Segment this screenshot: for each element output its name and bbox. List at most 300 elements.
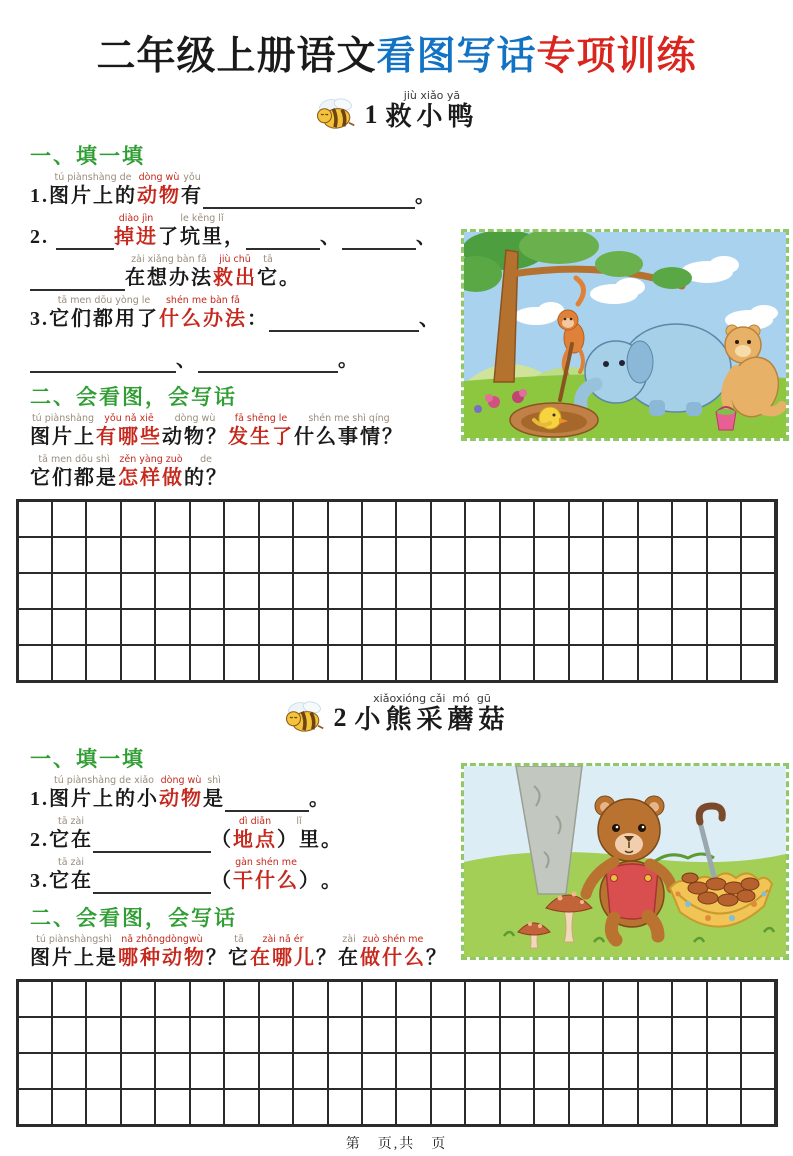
writing-cell[interactable] [500,1089,534,1125]
text-segment [247,295,269,332]
writing-cell[interactable] [431,609,465,645]
hanzi-text: 怎样做 [118,467,184,489]
writing-cell[interactable] [259,573,293,609]
writing-cell[interactable] [431,981,465,1017]
writing-cell[interactable] [190,1089,224,1125]
writing-cell[interactable] [672,537,706,573]
pinyin-text [38,172,41,183]
hanzi-text: 、 [176,349,198,371]
writing-cell[interactable] [638,573,672,609]
text-segment [30,213,56,250]
pinyin-text [220,857,223,868]
writing-cell[interactable] [52,1089,86,1125]
writing-cell[interactable] [259,1053,293,1089]
writing-cell[interactable] [362,1053,396,1089]
writing-cell[interactable] [86,1017,120,1053]
writing-cell[interactable] [431,1053,465,1089]
pinyin-text: tā [234,934,244,945]
pinyin-text [425,213,428,224]
writing-cell[interactable] [741,573,775,609]
writing-cell[interactable] [121,981,155,1017]
writing-cell[interactable] [259,1089,293,1125]
pinyin-text: dòng wù [160,775,202,786]
pinyin-text: yǒu [183,172,201,183]
writing-cell[interactable] [293,537,327,573]
page-title [0,34,793,80]
writing-cell[interactable] [534,1017,568,1053]
writing-cell[interactable] [603,981,637,1017]
text-segment [228,413,294,450]
writing-cell[interactable] [569,981,603,1017]
text-segment [49,775,159,812]
writing-cell[interactable] [293,1089,327,1125]
writing-cell[interactable] [465,537,499,573]
writing-cell[interactable] [121,537,155,573]
writing-cell[interactable] [52,1053,86,1089]
writing-cell[interactable] [259,609,293,645]
pinyin-text [330,857,333,868]
text-segment [385,89,478,132]
hanzi-text: 。 [279,267,301,289]
writing-cell[interactable] [224,1017,258,1053]
writing-cell[interactable] [603,609,637,645]
text-segment [233,857,299,894]
text-segment [228,934,250,971]
writing-cell[interactable] [86,537,120,573]
text-segment [294,413,404,450]
writing-cell[interactable] [534,501,568,537]
writing-cell[interactable] [500,501,534,537]
writing-cell[interactable] [465,573,499,609]
writing-cell[interactable] [328,537,362,573]
pinyin-text: tā [263,254,273,265]
writing-cell[interactable] [18,1017,52,1053]
pinyin-text: dòng wù [138,172,180,183]
writing-cell[interactable] [328,573,362,609]
writing-cell[interactable] [465,1053,499,1089]
writing-cell[interactable] [328,609,362,645]
writing-cell[interactable] [638,1089,672,1125]
pinyin-text: tú piànshàng de [54,172,132,183]
question-line [30,295,472,332]
question-line [30,934,472,971]
writing-cell[interactable] [741,609,775,645]
hanzi-text: 它们都用了 [49,308,159,330]
writing-cell[interactable] [672,1017,706,1053]
writing-cell[interactable] [500,645,534,681]
text-segment [30,934,118,971]
writing-cell[interactable] [707,1089,741,1125]
text-segment [338,934,360,971]
section-title [385,86,478,132]
writing-cell[interactable] [293,645,327,681]
writing-cell[interactable] [569,537,603,573]
writing-cell[interactable] [52,537,86,573]
fill-in-blank[interactable] [269,304,419,332]
writing-cell[interactable] [224,537,258,573]
hanzi-text: 它们都是 [30,467,118,489]
section-1-header [0,86,793,132]
writing-cell[interactable] [259,537,293,573]
writing-cell[interactable] [190,1017,224,1053]
writing-cell[interactable] [362,501,396,537]
writing-cell[interactable] [603,1089,637,1125]
pinyin-text: tā zài [57,857,84,868]
writing-cell[interactable] [121,501,155,537]
writing-cell[interactable] [396,501,430,537]
writing-cell[interactable] [52,1017,86,1053]
text-segment [250,934,316,971]
text-segment [96,413,162,450]
writing-cell[interactable] [465,645,499,681]
writing-cell[interactable] [638,501,672,537]
pinyin-text: yǒu nǎ xiē [104,413,154,424]
writing-cell[interactable] [500,537,534,573]
writing-cell[interactable] [569,1017,603,1053]
writing-cell[interactable] [155,501,189,537]
writing-cell[interactable] [396,1089,430,1125]
pinyin-text [325,934,328,945]
writing-cell[interactable] [86,645,120,681]
pinyin-text: de [200,454,212,465]
writing-cell[interactable] [672,609,706,645]
writing-cell[interactable] [190,609,224,645]
pinyin-text: zuò shén me [362,934,424,945]
writing-cell[interactable] [18,1053,52,1089]
text-segment [125,254,213,291]
writing-cell[interactable] [672,981,706,1017]
text-segment [118,454,184,491]
writing-cell[interactable] [328,501,362,537]
hanzi-text: 。 [415,185,437,207]
writing-cell[interactable] [190,573,224,609]
writing-cell[interactable] [52,609,86,645]
writing-cell[interactable] [638,1017,672,1053]
writing-cell[interactable] [465,501,499,537]
pinyin-text [38,295,41,306]
writing-cell[interactable] [18,981,52,1017]
writing-cell[interactable] [224,501,258,537]
writing-cell[interactable] [741,1053,775,1089]
writing-cell[interactable] [396,645,430,681]
writing-cell[interactable] [121,1017,155,1053]
writing-cell[interactable] [534,537,568,573]
worksheet-page [0,34,793,1156]
writing-cell[interactable] [155,573,189,609]
writing-cell[interactable] [707,501,741,537]
writing-cell[interactable] [362,981,396,1017]
pinyin-text: tú piànshàng de xiǎo [54,775,154,786]
writing-cell[interactable] [190,645,224,681]
writing-cell[interactable] [155,609,189,645]
writing-cell[interactable] [534,1053,568,1089]
writing-cell[interactable] [707,573,741,609]
fill-in-blank[interactable] [342,222,416,250]
writing-cell[interactable] [569,645,603,681]
writing-cell[interactable] [362,573,396,609]
page-footer: 第 页,共 页 [345,1137,448,1152]
writing-cell[interactable] [18,573,52,609]
writing-cell[interactable] [259,981,293,1017]
fill-in-blank[interactable] [30,345,176,373]
writing-cell[interactable] [500,981,534,1017]
text-segment [257,254,279,291]
hanzi-text: 、 [320,226,342,248]
hanzi-text: 动物 [159,788,203,810]
writing-cell[interactable] [569,1053,603,1089]
writing-cell[interactable] [18,501,52,537]
writing-cell[interactable] [603,501,637,537]
writing-cell[interactable] [155,1017,189,1053]
question-line [30,857,472,894]
writing-cell[interactable] [603,1017,637,1053]
writing-cell[interactable] [741,1089,775,1125]
writing-cell[interactable] [52,501,86,537]
writing-cell[interactable] [86,573,120,609]
writing-cell[interactable] [707,645,741,681]
writing-cell[interactable] [396,537,430,573]
writing-cell[interactable] [362,609,396,645]
writing-cell[interactable] [86,609,120,645]
pinyin-text: shén me shì qíng [308,413,390,424]
writing-cell[interactable] [707,609,741,645]
writing-cell[interactable] [638,645,672,681]
fill-in-blank[interactable] [246,222,320,250]
writing-cell[interactable] [86,501,120,537]
writing-cell[interactable] [396,1017,430,1053]
writing-cell[interactable] [293,609,327,645]
hanzi-text: 有哪些 [96,426,162,448]
writing-cell[interactable] [18,1089,52,1125]
pinyin-text: zài [342,934,356,945]
writing-cell[interactable] [465,1089,499,1125]
writing-cell[interactable] [328,981,362,1017]
writing-cell[interactable] [638,1053,672,1089]
writing-cell[interactable] [672,1053,706,1089]
writing-cell[interactable] [396,981,430,1017]
pinyin-text [185,336,188,347]
text-segment [537,34,697,80]
writing-cell[interactable] [672,573,706,609]
writing-cell[interactable] [224,609,258,645]
hanzi-text: 2. [30,829,49,851]
writing-cell[interactable] [155,981,189,1017]
writing-cell[interactable] [500,1017,534,1053]
writing-cell[interactable] [224,1089,258,1125]
text-segment [299,857,321,894]
writing-cell[interactable] [638,981,672,1017]
writing-cell[interactable] [569,573,603,609]
writing-cell[interactable] [52,573,86,609]
pinyin-text: zěn yàng zuò [119,454,183,465]
writing-cell[interactable] [259,1017,293,1053]
writing-cell[interactable] [328,1053,362,1089]
writing-cell[interactable] [465,1017,499,1053]
text-segment [176,336,198,373]
writing-cell[interactable] [293,1017,327,1053]
writing-cell[interactable] [293,501,327,537]
pinyin-text [424,172,427,183]
writing-cell[interactable] [155,645,189,681]
writing-cell[interactable] [224,645,258,681]
writing-cell[interactable] [741,1017,775,1053]
section-1-questions [30,140,472,491]
writing-cell[interactable] [431,1089,465,1125]
writing-cell[interactable] [672,645,706,681]
writing-cell[interactable] [500,609,534,645]
writing-cell[interactable] [638,609,672,645]
writing-cell[interactable] [259,501,293,537]
writing-cell[interactable] [190,1053,224,1089]
writing-cell[interactable] [52,981,86,1017]
fill-in-blank[interactable] [56,222,114,250]
hanzi-text: 发生了 [228,426,294,448]
writing-cell[interactable] [465,609,499,645]
writing-cell[interactable] [465,981,499,1017]
hanzi-text: ） [299,870,321,892]
writing-cell[interactable] [534,573,568,609]
writing-cell[interactable] [603,645,637,681]
pinyin-text [215,934,218,945]
text-segment [415,172,437,209]
writing-cell[interactable] [534,645,568,681]
writing-cell[interactable] [707,537,741,573]
pinyin-text: fā shēng le [234,413,288,424]
writing-cell[interactable] [569,501,603,537]
writing-cell[interactable] [328,645,362,681]
writing-cell[interactable] [121,573,155,609]
writing-cell[interactable] [362,1089,396,1125]
writing-cell[interactable] [431,501,465,537]
writing-cell[interactable] [121,1089,155,1125]
pinyin-text: dòng wù [174,413,216,424]
text-segment [360,934,426,971]
writing-cell[interactable] [328,1089,362,1125]
section-2-header [0,689,793,735]
fill-in-blank[interactable] [225,784,309,812]
hanzi-text: 地点 [233,829,277,851]
writing-cell[interactable] [534,609,568,645]
hanzi-text: 1. [30,788,49,810]
writing-cell[interactable] [155,1053,189,1089]
writing-cell[interactable] [603,537,637,573]
writing-cell[interactable] [431,645,465,681]
writing-cell[interactable] [190,537,224,573]
writing-cell[interactable] [741,537,775,573]
writing-cell[interactable] [293,981,327,1017]
writing-cell[interactable] [534,1089,568,1125]
writing-cell[interactable] [362,1017,396,1053]
text-segment [416,213,438,250]
fill-in-blank[interactable] [203,181,415,209]
pinyin-text: jiù xiǎo yā [403,89,461,102]
writing-cell[interactable] [86,981,120,1017]
fill-in-blank[interactable] [198,345,338,373]
writing-cell[interactable] [707,1053,741,1089]
writing-cell[interactable] [603,573,637,609]
writing-cell[interactable] [396,1053,430,1089]
writing-cell[interactable] [534,981,568,1017]
hanzi-text: 3. [30,870,49,892]
text-segment [203,775,225,812]
writing-cell[interactable] [190,501,224,537]
writing-cell[interactable] [741,645,775,681]
writing-cell[interactable] [500,1053,534,1089]
text-segment [137,172,181,209]
writing-cell[interactable] [569,1089,603,1125]
writing-cell[interactable] [362,537,396,573]
writing-cell[interactable] [569,609,603,645]
writing-cell[interactable] [431,537,465,573]
text-segment [354,692,509,735]
writing-cell[interactable] [293,573,327,609]
writing-cell[interactable] [18,645,52,681]
pinyin-text: lǐ [296,816,302,827]
fill-in-blank[interactable] [30,263,125,291]
writing-cell[interactable] [328,1017,362,1053]
writing-cell[interactable] [638,537,672,573]
hanzi-text: 看图写话 [376,35,537,78]
hanzi-text: 。 [338,349,360,371]
text-segment [419,295,441,332]
hanzi-text: 动物 [137,185,181,207]
writing-cell[interactable] [18,609,52,645]
text-segment [233,816,277,853]
text-segment [211,857,233,894]
writing-cell[interactable] [672,1089,706,1125]
writing-cell[interactable] [500,573,534,609]
writing-cell[interactable] [707,981,741,1017]
writing-cell[interactable] [155,1089,189,1125]
writing-cell[interactable] [259,645,293,681]
text-segment [30,816,49,853]
writing-cell[interactable] [741,981,775,1017]
writing-cell[interactable] [86,1053,120,1089]
writing-cell[interactable] [121,1053,155,1089]
writing-cell[interactable] [224,1053,258,1089]
writing-cell[interactable] [396,609,430,645]
writing-cell[interactable] [155,537,189,573]
writing-cell[interactable] [18,537,52,573]
writing-cell[interactable] [362,645,396,681]
writing-cell[interactable] [224,573,258,609]
text-segment [30,454,118,491]
hanzi-text: 掉进 [114,226,158,248]
writing-cell[interactable] [672,501,706,537]
writing-cell[interactable] [293,1053,327,1089]
fill-in-blank[interactable] [93,866,211,894]
writing-cell[interactable] [741,501,775,537]
hanzi-text: 、 [419,308,441,330]
writing-cell[interactable] [396,573,430,609]
writing-cell[interactable] [190,981,224,1017]
writing-cell[interactable] [603,1053,637,1089]
writing-cell[interactable] [224,981,258,1017]
writing-cell[interactable] [431,573,465,609]
fill-in-blank[interactable] [93,825,211,853]
writing-cell[interactable] [431,1017,465,1053]
writing-grid-2 [16,979,778,1127]
hanzi-text: 、 [416,226,438,248]
text-segment [206,934,228,971]
writing-cell[interactable] [121,609,155,645]
writing-cell[interactable] [86,1089,120,1125]
writing-cell[interactable] [121,645,155,681]
writing-cell[interactable] [707,1017,741,1053]
writing-cell[interactable] [52,645,86,681]
text-segment [316,934,338,971]
hanzi-text: 图片上的小 [49,788,159,810]
